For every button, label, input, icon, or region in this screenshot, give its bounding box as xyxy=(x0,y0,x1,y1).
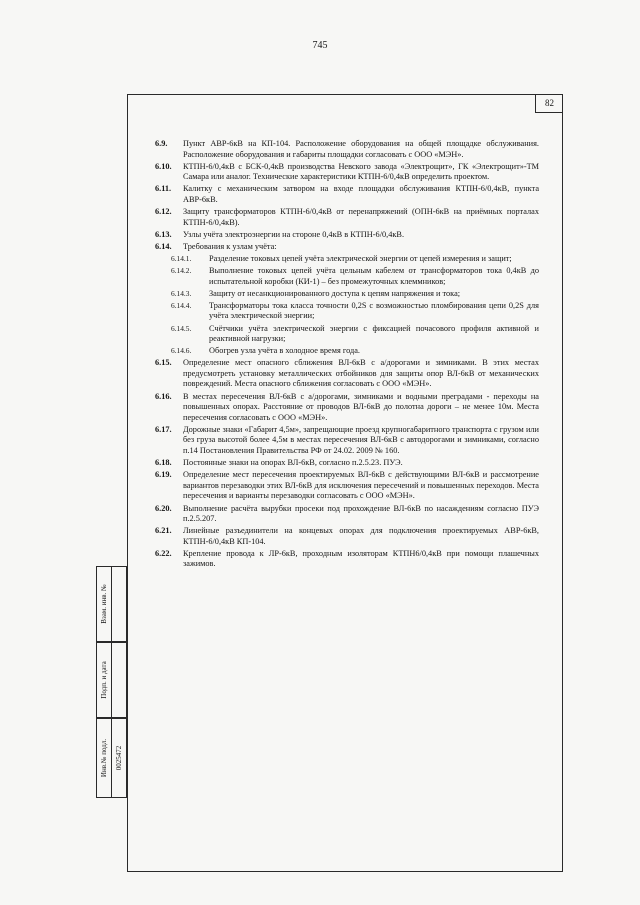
sub-item-number: 6.14.3. xyxy=(171,288,192,298)
stamp-replaces-inv xyxy=(96,566,127,642)
list-item xyxy=(155,458,539,469)
sub-item-text: Выполнение токовых цепей учёта цельным кабелем от трансформаторов тока 0,4кВ до испытательной коробки (КИ-1) – без промежуточных клеммников; xyxy=(209,266,539,286)
item-text: Определение мест пересечения проектируемых ВЛ-6кВ с действующими ВЛ-6кВ и рассмотрение вариантов перезаводки этих ВЛ-6кВ для исключения пересечений и повышенных переходов. Места пересечения и варианты перезаводки согласовать с ООО «МЭН». xyxy=(183,470,539,501)
item-text: Дорожные знаки «Габарит 4,5м», запрещающие проезд крупногабаритного транспорта с грузом или без груза высотой более 4,5м в местах пересечения ВЛ-6кВ с автодорогами и зимниками, согласно п.14 Постановления Правительства РФ от 24.02. 2009 № 160. xyxy=(183,424,539,456)
sub-item-number: 6.14.5. xyxy=(171,323,192,333)
page-number: 745 xyxy=(312,40,328,51)
item-number: 6.14. xyxy=(155,241,172,251)
item-number: 6.16. xyxy=(155,391,172,401)
sub-item-text: Счётчики учёта электрической энергии с фиксацией почасового профиля активной и реактивной нагрузки; xyxy=(209,323,539,344)
list-item xyxy=(155,162,539,183)
item-text: Крепление провода к ЛР-6кВ, проходным изоляторам КТПН6/0,4кВ при помощи плашечных зажимов. xyxy=(183,548,539,569)
list-item xyxy=(155,207,539,228)
item-number: 6.10. xyxy=(155,161,172,171)
item-text: В местах пересечения ВЛ-6кВ с а/дорогами, зимниками и водными преградами - переходы на повышенных опорах. Расстояние от проводов ВЛ-6кВ до полотна дороги – не менее 10м. Места пересечения согласовать с ООО «МЭН». xyxy=(183,391,539,422)
item-number: 6.9. xyxy=(155,139,168,148)
sub-item xyxy=(171,289,539,300)
stamp-label: Подп. и дата xyxy=(100,661,108,699)
list-item xyxy=(155,392,539,424)
sub-item xyxy=(171,324,539,345)
sub-item-number: 6.14.6. xyxy=(171,346,192,356)
item-number: 6.15. xyxy=(155,358,172,368)
sub-item xyxy=(171,301,539,322)
item-number: 6.21. xyxy=(155,526,172,536)
item-number: 6.19. xyxy=(155,470,172,480)
sub-item-text: Защиту от несанкционированного доступа к цепям напряжения и тока; xyxy=(209,288,461,298)
stamp-value: 0025472 xyxy=(115,745,123,771)
list-item xyxy=(155,139,539,160)
stamp-label: Инв.№ подл. xyxy=(100,738,108,778)
item-text: Определение мест опасного сближения ВЛ-6кВ с а/дорогами и зимниками. В этих местах предусмотреть установку металлических отбойников для защиты опор ВЛ-6кВ от механических повреждений. Места опасного сближения согласовать с ООО «МЭН». xyxy=(183,358,539,389)
item-number: 6.22. xyxy=(155,548,172,558)
list-item xyxy=(155,504,539,525)
list-item xyxy=(155,526,539,547)
sub-item xyxy=(171,346,539,357)
sheet-number-box: 82 xyxy=(535,94,563,113)
list-item xyxy=(155,184,539,205)
sub-item-text: Трансформаторы тока класса точности 0,2S с возможностью пломбирования цепи 0,2S для учёта электрической энергии; xyxy=(209,300,539,321)
sub-item-number: 6.14.2. xyxy=(171,266,192,276)
sub-item-number: 6.14.1. xyxy=(171,253,192,263)
item-number: 6.12. xyxy=(155,207,172,217)
list-item xyxy=(155,470,539,502)
list-item xyxy=(155,230,539,241)
stamp-signature-date xyxy=(96,642,127,718)
item-text: Выполнение расчёта вырубки просеки под прохождение ВЛ-6кВ по насаждениям согласно ПУЭ п.2.5.207. xyxy=(183,503,539,524)
list-item xyxy=(155,549,539,570)
item-text: Калитку с механическим затвором на входе площадки обслуживания КТПН-6/0,4кВ, пункта АВР-6кВ. xyxy=(183,184,539,204)
stamp-inv-original xyxy=(96,718,127,798)
item-number: 6.11. xyxy=(155,184,172,194)
sub-item-text: Разделение токовых цепей учёта электрической энергии от цепей измерения и защит; xyxy=(209,253,512,263)
list-item xyxy=(155,242,539,253)
sub-item xyxy=(171,266,539,287)
item-text: КТПН-6/0,4кВ с БСК-0,4кВ производства Невского завода «Электрощит», ГК «Электрощит»-ТМ Самара или аналог. Технические характеристики КТПН-6/0,4кВ определить проектом. xyxy=(183,161,539,182)
list-item xyxy=(155,358,539,390)
sub-item xyxy=(171,254,539,265)
requirements-list xyxy=(155,139,539,572)
item-number: 6.13. xyxy=(155,229,172,239)
item-number: 6.17. xyxy=(155,424,172,434)
item-number: 6.18. xyxy=(155,458,172,468)
sub-item-number: 6.14.4. xyxy=(171,300,192,310)
item-text: Пункт АВР-6кВ на КП-104. Расположение оборудования на общей площадке обслуживания. Расположение оборудования и габариты площадки согласовать с ООО «МЭН». xyxy=(183,139,539,159)
list-item xyxy=(155,425,539,457)
item-text: Узлы учёта электроэнергии на стороне 0,4кВ в КТПН-6/0,4кВ. xyxy=(183,229,405,239)
item-text: Линейные разъединители на концевых опорах для подключения проектируемых АВР-6кВ, КТПН-6/0,4кВ КП-104. xyxy=(183,526,539,546)
sub-item-text: Обогрев узла учёта в холодное время года. xyxy=(209,346,360,356)
item-number: 6.20. xyxy=(155,503,172,513)
item-text: Защиту трансформаторов КТПН-6/0,4кВ от перенапряжений (ОПН-6кВ на приёмных порталах КТПН-6/0,4кВ). xyxy=(183,207,539,227)
item-text: Требования к узлам учёта: xyxy=(183,241,277,251)
item-text: Постоянные знаки на опорах ВЛ-6кВ, согласно п.2.5.23. ПУЭ. xyxy=(183,458,403,468)
stamp-label: Взам. инв. № xyxy=(100,584,108,624)
